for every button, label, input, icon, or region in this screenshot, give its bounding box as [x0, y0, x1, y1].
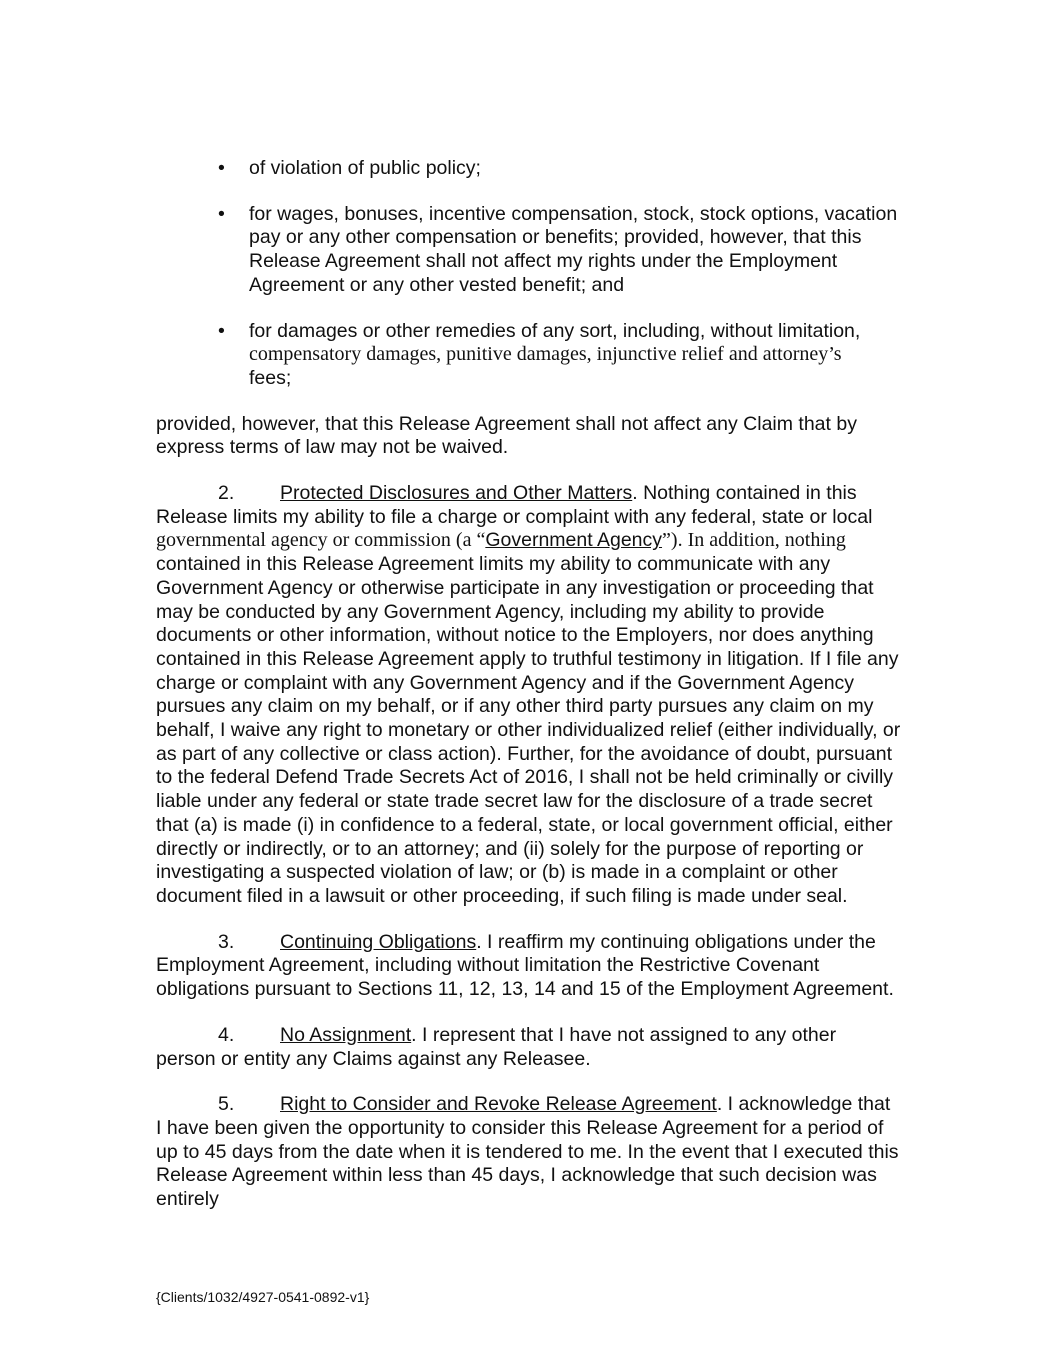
section-number: 4. — [218, 1023, 235, 1046]
section-heading: Continuing Obligations — [280, 930, 477, 953]
section-heading: No Assignment — [280, 1023, 412, 1046]
bullet-icon: • — [218, 202, 225, 225]
section-text: . Nothing contained in this Release limits my ability to file a charge or complaint with any federal, state or local — [156, 482, 873, 528]
section-text: . I reaffirm my continuing obligations under the Employment Agreement, including without limitation the Restrictive Covenant obligations pursuant to Sections 11, 12, 13, 14 and 15 of the Employment Agreement. — [156, 930, 894, 1001]
defined-term: Government Agency — [485, 529, 663, 552]
section-4 — [156, 1024, 901, 1071]
bullet-text: of violation of public policy; — [249, 157, 481, 179]
section-text: . I represent that I have not assigned to any other person or entity any Claims against any Releasee. — [156, 1023, 837, 1070]
list-item — [156, 320, 901, 391]
section-text: contained in this Release Agreement limits my ability to communicate with any Government Agency or otherwise participate in any investigation or proceeding that may be conducted by any Government Agency, including my ability to provide documents or other information, without notice to the Employers, nor does anything contained in this Release Agreement apply to truthful testimony in litigation. If I file any charge or complaint with any Government Agency and if the Government Agency pursues any claim on my behalf, or if any other third party pursues any claim on my behalf, I waive any right to monetary or other individualized relief (either individually, or as part of any collective or class action). Further, for the avoidance of doubt, pursuant to the federal Defend Trade Secrets Act of 2016, I shall not be held criminally or civilly liable under any federal or state trade secret law for the disclosure of a trade secret that (a) is made (i) in confidence to a federal, state, or local government official, either directly or indirectly, or to an attorney; and (ii) solely for the purpose of reporting or investigating a suspected violation of law; or (b) is made in a complaint or other document filed in a lawsuit or other proceeding, if such filing is made under seal. — [156, 553, 901, 907]
section-number: 5. — [218, 1093, 235, 1116]
bullet-icon: • — [218, 157, 225, 179]
bullet-text: for wages, bonuses, incentive compensation, stock, stock options, vacation pay or any other compensation or benefits; provided, however, that this Release Agreement shall not affect my rights under the Employment Agreement or any other vested benefit; and — [249, 202, 898, 296]
section-text: governmental agency or commission (a “ — [156, 529, 486, 552]
proviso-paragraph: provided, however, that this Release Agreement shall not affect any Claim that by express terms of law may not be waived. — [156, 412, 857, 459]
bullet-text-line: for damages or other remedies of any sort, including, without limitation, — [249, 319, 861, 342]
document-page — [156, 157, 901, 1234]
section-heading: Protected Disclosures and Other Matters — [280, 482, 633, 505]
section-number: 3. — [218, 930, 235, 953]
section-5 — [156, 1093, 901, 1212]
document-footer-id: {Clients/1032/4927-0541-0892-v1} — [156, 1289, 370, 1305]
claims-bullet-list — [156, 157, 901, 391]
section-number: 2. — [218, 482, 235, 505]
bullet-text-line: compensatory damages, punitive damages, injunctive relief and attorney’s — [249, 343, 842, 366]
section-2 — [156, 482, 901, 909]
list-item — [156, 203, 901, 298]
section-heading: Right to Consider and Revoke Release Agreement — [280, 1093, 717, 1116]
section-text: . I acknowledge that I have been given the opportunity to consider this Release Agreement for a period of up to 45 days from the date when it is tendered to me. In the event that I executed this Release Agreement within less than 45 days, I acknowledge that such decision was entirely — [156, 1093, 899, 1211]
list-item — [156, 157, 901, 181]
bullet-icon: • — [218, 319, 225, 342]
bullet-text-line: fees; — [249, 366, 292, 389]
section-text: ”). In addition, nothing — [662, 529, 846, 552]
section-3 — [156, 931, 901, 1002]
